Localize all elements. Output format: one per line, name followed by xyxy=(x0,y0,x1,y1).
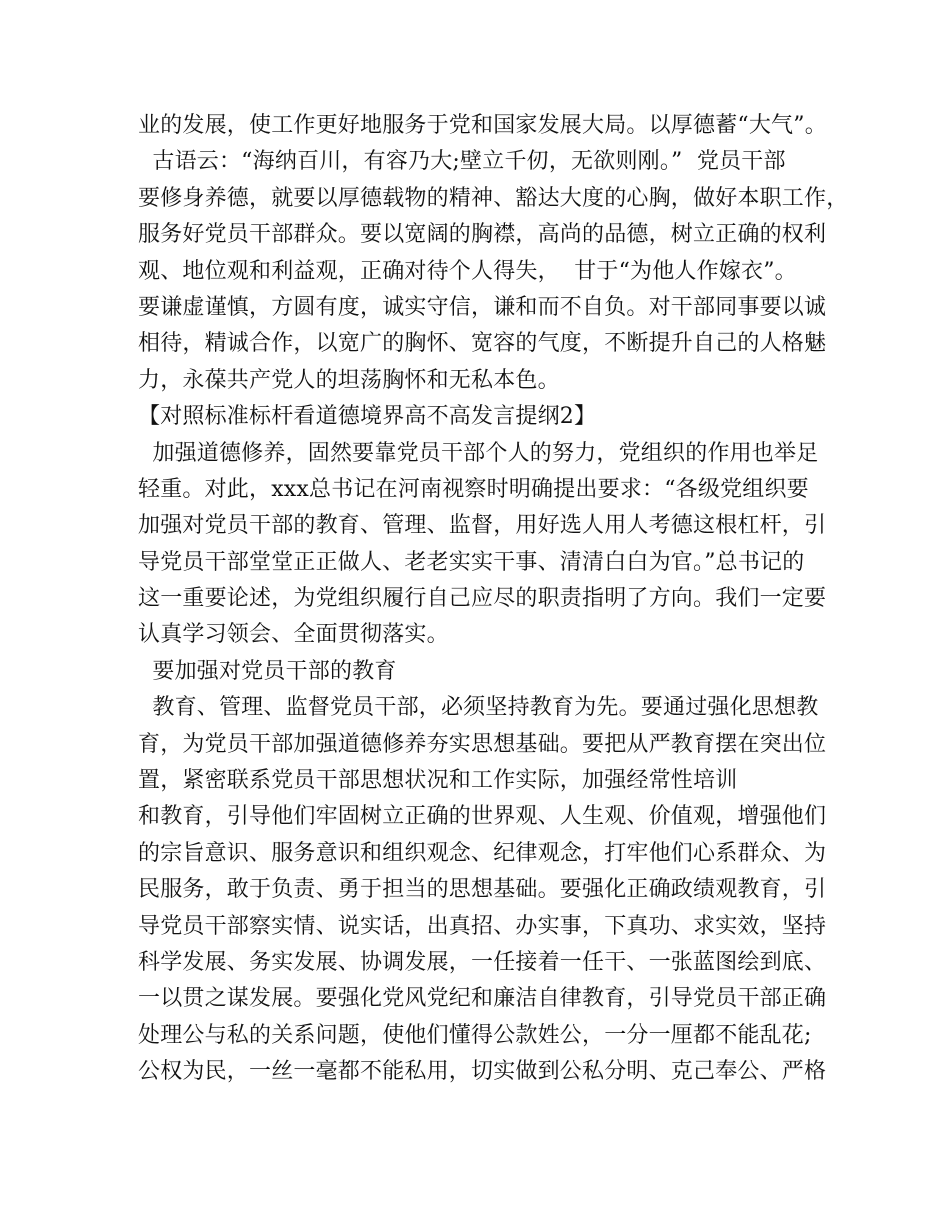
text-line: 民服务，敢于负责、勇于担当的思想基础。要强化正确政绩观教育，引 xyxy=(138,877,827,903)
text-line: 育，为党员干部加强道德修养夯实思想基础。要把从严教育摆在突出位 xyxy=(138,731,827,757)
text-line: 置，紧密联系党员干部思想状况和工作实际，加强经常性培训 xyxy=(138,768,738,794)
text-line: 导党员干部堂堂正正做人、老老实实干事、清清白白为官。”总书记的 xyxy=(138,549,805,575)
document-body xyxy=(138,108,849,1091)
text-line: 古语云：“海纳百川，有容乃大;壁立千仞，无欲则刚。” 党员干部 xyxy=(138,149,786,175)
section-heading: 【对照标准标杆看道德境界高不高发言提纲2】 xyxy=(138,404,597,430)
text-line: 服务好党员干部群众。要以宽阔的胸襟，高尚的品德，树立正确的权利 xyxy=(138,222,827,248)
text-line: 观、地位观和利益观，正确对待个人得失， 甘于“为他人作嫁衣”。 xyxy=(138,258,797,284)
text-line: 的宗旨意识、服务意识和组织观念、纪律观念，打牢他们心系群众、为 xyxy=(138,840,827,866)
text-line: 相待，精诚合作，以宽广的胸怀、宽容的气度，不断提升自己的人格魅 xyxy=(138,331,827,357)
text-line: 导党员干部察实情、说实话，出真招、办实事，下真功、求实效，坚持 xyxy=(138,913,827,939)
text-line: 业的发展，使工作更好地服务于党和国家发展大局。以厚德蓄“大气”。 xyxy=(138,113,827,138)
text-line: 加强对党员干部的教育、管理、监督，用好选人用人考德这根杠杆，引 xyxy=(138,513,827,539)
text-line: 教育、管理、监督党员干部，必须坚持教育为先。要通过强化思想教 xyxy=(138,695,819,721)
text-line: 处理公与私的关系问题，使他们懂得公款姓公，一分一厘都不能乱花; xyxy=(138,1022,812,1048)
text-line: 一以贯之谋发展。要强化党风党纪和廉洁自律教育，引导党员干部正确 xyxy=(138,986,827,1012)
text-line: 公权为民，一丝一毫都不能私用，切实做到公私分明、克己奉公、严格 xyxy=(138,1059,827,1085)
text-line: 认真学习领会、全面贯彻落实。 xyxy=(138,622,449,648)
text-line: 要修身养德，就要以厚德载物的精神、豁达大度的心胸，做好本职工作， xyxy=(138,185,849,211)
text-line: 要谦虚谨慎，方圆有度，诚实守信，谦和而不自负。对干部同事要以诚 xyxy=(138,294,827,320)
text-line: 这一重要论述，为党组织履行自己应尽的职责指明了方向。我们一定要 xyxy=(138,586,827,612)
subsection-heading: 要加强对党员干部的教育 xyxy=(138,658,397,684)
text-line: 轻重。对此，xxx总书记在河南视察时明确提出要求：“各级党组织要 xyxy=(138,476,809,502)
text-line: 力，永葆共产党人的坦荡胸怀和无私本色。 xyxy=(138,367,560,393)
text-line: 加强道德修养，固然要靠党员干部个人的努力，党组织的作用也举足 xyxy=(138,440,819,466)
text-line: 和教育，引导他们牢固树立正确的世界观、人生观、价值观，增强他们 xyxy=(138,804,827,830)
text-line: 科学发展、务实发展、协调发展，一任接着一任干、一张蓝图绘到底、 xyxy=(138,949,827,975)
